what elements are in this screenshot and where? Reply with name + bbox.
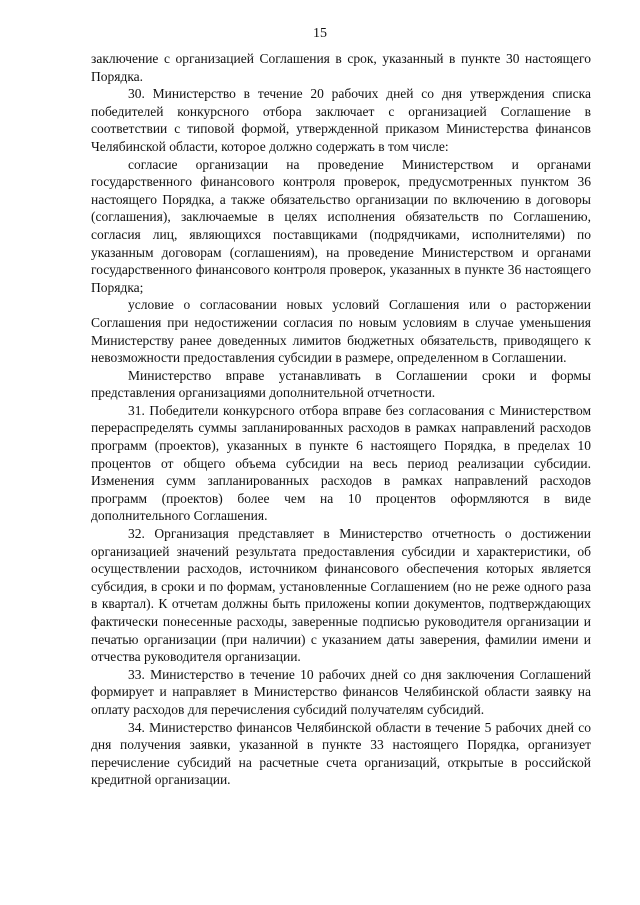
paragraph-30-reporting: Министерство вправе устанавливать в Соглашении сроки и формы представления организациями дополнительной отчетности. — [91, 367, 591, 401]
page-number: 15 — [313, 26, 327, 41]
paragraph-33: 33. Министерство в течение 10 рабочих дней со дня заключения Соглашений формирует и направляет в Министерство финансов Челябинской области заявку на оплату расходов для перечисления субсидий получателям субсидий. — [91, 666, 591, 717]
document-body — [91, 50, 591, 789]
paragraph-34: 34. Министерство финансов Челябинской области в течение 5 рабочих дней со дня получения заявки, указанной в пункте 33 настоящего Порядка, организует перечисление субсидий на расчетные счета организаций, открытые в российской кредитной организации. — [91, 719, 591, 788]
paragraph-30-consent: согласие организации на проведение Министерством и органами государственного финансового контроля проверок, предусмотренных пунктом 36 настоящего Порядка, а также обязательство организации по включению в договоры (соглашения), заключаемые в целях исполнения обязательств по Соглашению, согласия лиц, являющихся поставщиками (подрядчиками, исполнителями) по указанным договорам (соглашениям), на проведение Министерством и органами государственного финансового контроля проверок, указанных в пункте 36 настоящего Порядка; — [91, 156, 591, 295]
paragraph-32: 32. Организация представляет в Министерство отчетность о достижении организацией значений результата предоставления субсидии и характеристики, об осуществлении расходов, источником финансового обеспечения которых является субсидия, в сроки и по формам, установленные Соглашением (но не реже одного раза в квартал). К отчетам должны быть приложены копии документов, подтверждающих фактически понесенные расходы, заверенные подписью руководителя организации и печатью организации (при наличии) с указанием даты заверения, фамилии имени и отчества руководителя организации. — [91, 526, 591, 665]
paragraph-30-terms: условие о согласовании новых условий Соглашения или о расторжении Соглашения при недостижении согласия по новым условиям в случае уменьшения Министерству ранее доведенных лимитов бюджетных обязательств, приводящего к невозможности предоставления субсидии в размере, определенном в Соглашении. — [91, 297, 591, 366]
paragraph-30: 30. Министерство в течение 20 рабочих дней со дня утверждения списка победителей конкурсного отбора заключает с организацией Соглашение в соответствии с типовой формой, утвержденной приказом Министерства финансов Челябинской области, которое должно содержать в том числе: — [91, 86, 591, 154]
paragraph-continuation: заключение с организацией Соглашения в срок, указанный в пункте 30 настоящего Порядка. — [91, 51, 591, 84]
paragraph-31: 31. Победители конкурсного отбора вправе без согласования с Министерством перераспределять суммы запланированных расходов в рамках направлений расходов программ (проектов), указанных в пункте 6 настоящего Порядка, в пределах 10 процентов от общего объема субсидии на весь период реализации субсидии. Изменения сумм запланированных расходов в рамках направлений расходов программ (проектов) более чем на 10 процентов оформляются в виде дополнительного Соглашения. — [91, 402, 591, 524]
